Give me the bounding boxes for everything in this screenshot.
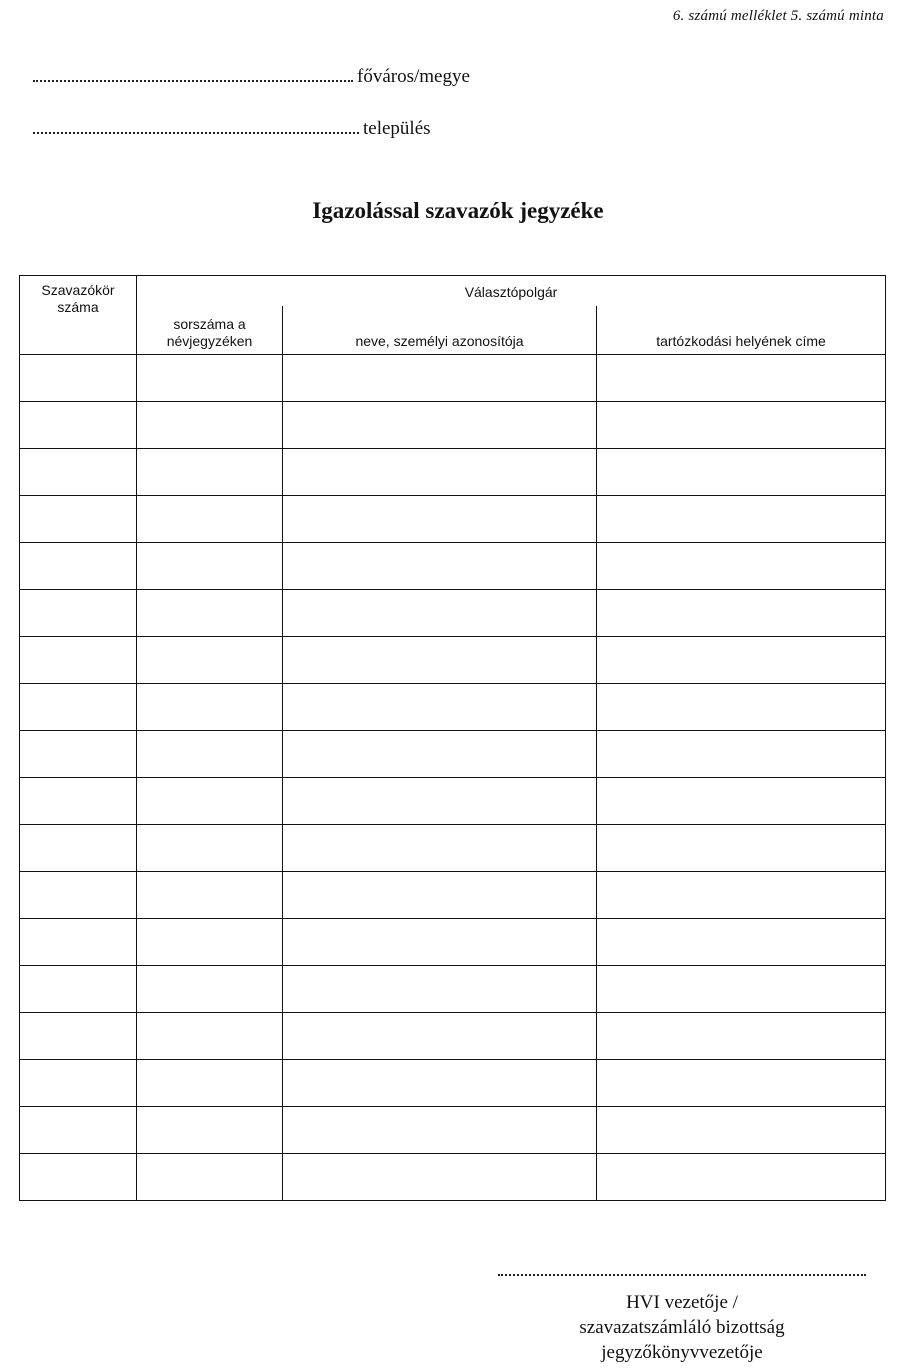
table-row [20, 919, 886, 966]
header-district-line2: száma [57, 298, 99, 315]
cell-name-id[interactable] [283, 872, 597, 919]
cell-name-id[interactable] [283, 1013, 597, 1060]
voters-register-table [19, 275, 886, 1201]
cell-name-id[interactable] [283, 1107, 597, 1154]
cell-register-number[interactable] [137, 919, 283, 966]
cell-name-id[interactable] [283, 449, 597, 496]
cell-register-number[interactable] [137, 1154, 283, 1201]
table-row [20, 684, 886, 731]
cell-name-id[interactable] [283, 919, 597, 966]
cell-name-id[interactable] [283, 637, 597, 684]
cell-district-number[interactable] [20, 543, 137, 590]
settlement-label: település [363, 118, 431, 139]
cell-residence-address[interactable] [597, 731, 886, 778]
cell-register-number[interactable] [137, 496, 283, 543]
cell-residence-address[interactable] [597, 402, 886, 449]
header-district-number [20, 276, 137, 355]
cell-district-number[interactable] [20, 919, 137, 966]
document-title: Igazolással szavazók jegyzéke [312, 198, 604, 223]
signature-line[interactable] [498, 1268, 866, 1276]
cell-residence-address[interactable] [597, 684, 886, 731]
table-row [20, 1060, 886, 1107]
cell-district-number[interactable] [20, 590, 137, 637]
signature-title-line1: HVI vezetője / [626, 1292, 738, 1313]
table-row [20, 402, 886, 449]
cell-residence-address[interactable] [597, 496, 886, 543]
signature-title-line3: jegyzőkönyvvezetője [601, 1342, 763, 1363]
header-residence-address: tartózkodási helyének címe [597, 306, 886, 355]
table-row [20, 731, 886, 778]
cell-name-id[interactable] [283, 355, 597, 402]
cell-district-number[interactable] [20, 1107, 137, 1154]
cell-residence-address[interactable] [597, 1013, 886, 1060]
cell-district-number[interactable] [20, 449, 137, 496]
cell-register-number[interactable] [137, 1013, 283, 1060]
table-row [20, 543, 886, 590]
cell-district-number[interactable] [20, 684, 137, 731]
county-field [33, 66, 470, 88]
cell-residence-address[interactable] [597, 1060, 886, 1107]
annex-reference: 6. számú melléklet 5. számú minta [672, 8, 884, 24]
cell-name-id[interactable] [283, 543, 597, 590]
table-row [20, 1013, 886, 1060]
signature-title-line2: szavazatszámláló bizottság [579, 1317, 785, 1338]
cell-register-number[interactable] [137, 778, 283, 825]
cell-residence-address[interactable] [597, 1154, 886, 1201]
cell-district-number[interactable] [20, 731, 137, 778]
table-row [20, 449, 886, 496]
cell-name-id[interactable] [283, 731, 597, 778]
header-voter-group: Választópolgár [137, 276, 886, 307]
cell-residence-address[interactable] [597, 966, 886, 1013]
table-row [20, 825, 886, 872]
signature-block [498, 1268, 866, 1365]
table-row [20, 778, 886, 825]
cell-register-number[interactable] [137, 543, 283, 590]
cell-district-number[interactable] [20, 778, 137, 825]
cell-residence-address[interactable] [597, 825, 886, 872]
header-district-line1: Szavazókör [41, 282, 115, 298]
settlement-blank-line[interactable] [33, 118, 359, 134]
cell-district-number[interactable] [20, 825, 137, 872]
header-register-number [137, 306, 283, 355]
county-blank-line[interactable] [33, 66, 353, 82]
settlement-field [33, 118, 431, 140]
table-row [20, 590, 886, 637]
cell-register-number[interactable] [137, 449, 283, 496]
header-name-id: neve, személyi azonosítója [283, 306, 597, 355]
cell-register-number[interactable] [137, 402, 283, 449]
cell-name-id[interactable] [283, 496, 597, 543]
cell-residence-address[interactable] [597, 590, 886, 637]
table-row [20, 496, 886, 543]
cell-register-number[interactable] [137, 637, 283, 684]
cell-district-number[interactable] [20, 1060, 137, 1107]
header-register-line2: névjegyzéken [166, 333, 253, 350]
county-label: főváros/megye [357, 66, 470, 87]
cell-residence-address[interactable] [597, 919, 886, 966]
table-row [20, 1107, 886, 1154]
header-register-line1: sorszáma a [173, 316, 246, 333]
voters-register-table-wrap [19, 275, 885, 1201]
cell-name-id[interactable] [283, 1154, 597, 1201]
cell-district-number[interactable] [20, 402, 137, 449]
cell-name-id[interactable] [283, 684, 597, 731]
table-row [20, 1154, 886, 1201]
cell-residence-address[interactable] [597, 449, 886, 496]
cell-name-id[interactable] [283, 825, 597, 872]
cell-district-number[interactable] [20, 1013, 137, 1060]
cell-register-number[interactable] [137, 684, 283, 731]
cell-register-number[interactable] [137, 590, 283, 637]
cell-name-id[interactable] [283, 966, 597, 1013]
cell-register-number[interactable] [137, 872, 283, 919]
table-row [20, 966, 886, 1013]
cell-district-number[interactable] [20, 1154, 137, 1201]
cell-residence-address[interactable] [597, 355, 886, 402]
cell-register-number[interactable] [137, 1107, 283, 1154]
cell-district-number[interactable] [20, 355, 137, 402]
cell-register-number[interactable] [137, 731, 283, 778]
cell-register-number[interactable] [137, 1060, 283, 1107]
cell-name-id[interactable] [283, 778, 597, 825]
cell-district-number[interactable] [20, 872, 137, 919]
cell-district-number[interactable] [20, 966, 137, 1013]
cell-register-number[interactable] [137, 825, 283, 872]
cell-district-number[interactable] [20, 496, 137, 543]
cell-district-number[interactable] [20, 637, 137, 684]
cell-name-id[interactable] [283, 402, 597, 449]
register-body [20, 355, 886, 1201]
cell-register-number[interactable] [137, 355, 283, 402]
cell-residence-address[interactable] [597, 637, 886, 684]
cell-name-id[interactable] [283, 1060, 597, 1107]
cell-residence-address[interactable] [597, 543, 886, 590]
table-row [20, 355, 886, 402]
cell-residence-address[interactable] [597, 778, 886, 825]
cell-residence-address[interactable] [597, 872, 886, 919]
cell-residence-address[interactable] [597, 1107, 886, 1154]
table-row [20, 637, 886, 684]
cell-register-number[interactable] [137, 966, 283, 1013]
cell-name-id[interactable] [283, 590, 597, 637]
table-row [20, 872, 886, 919]
